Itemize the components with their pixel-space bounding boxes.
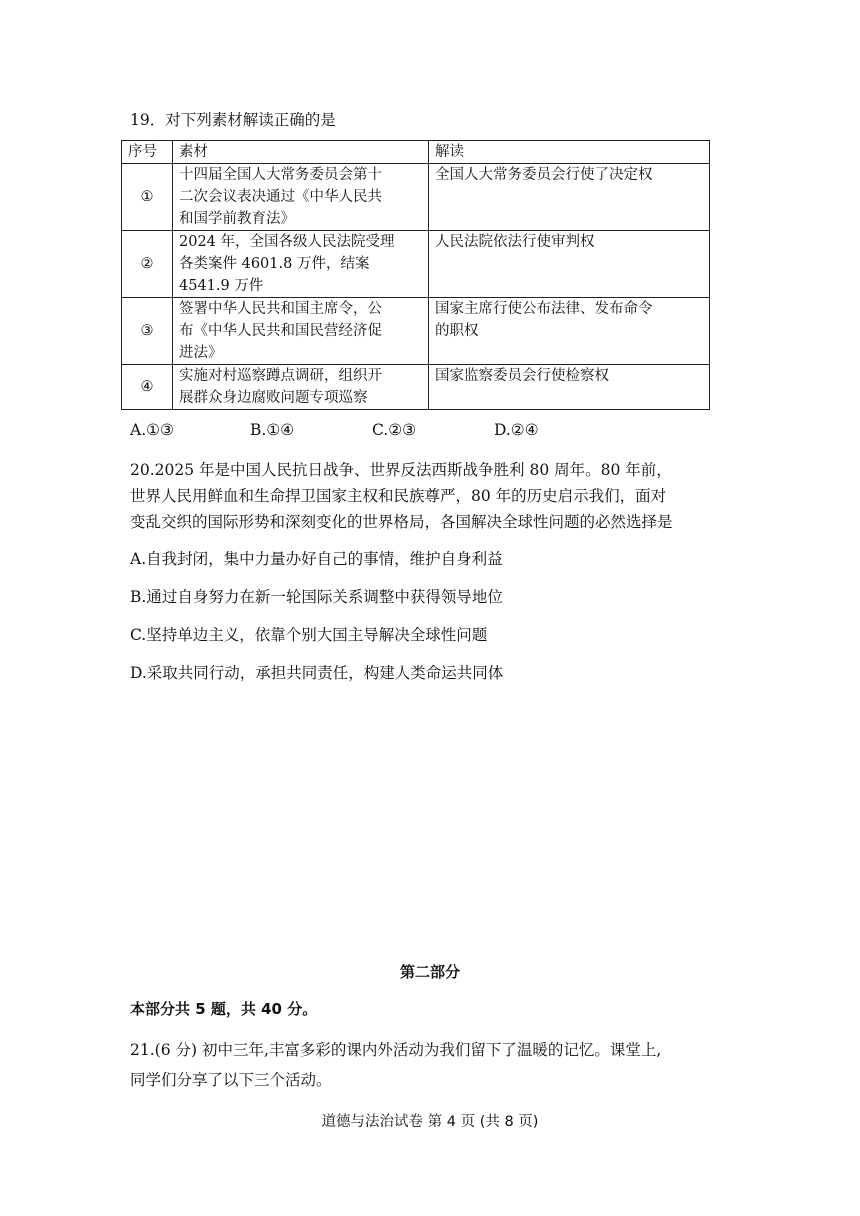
header-interpretation: 解读 [429,141,710,164]
material-line: 4541.9 万件 [179,278,264,294]
part2-title: 第二部分 [399,963,460,981]
material-line: 布《中华人民共和国民营经济促 [179,323,382,339]
q20-stem-line: 变乱交织的国际形势和深刻变化的世界格局，各国解决全球性问题的必然选择是 [130,513,673,531]
q21-text [130,1035,661,1095]
table-header-row [122,141,710,164]
material-line: 和国学前教育法》 [179,211,295,227]
part2-intro: 本部分共 5 题，共 40 分。 [130,1000,318,1018]
interpretation-line: 国家主席行使公布法律、发布命令 [435,301,653,317]
row-material [173,164,429,231]
interpretation-line: 人民法院依法行使审判权 [435,234,595,250]
q19-option-a: A.①③ [130,421,174,439]
row-interpretation [429,298,710,365]
row-interpretation [429,365,710,410]
material-line: 十四届全国人大常务委员会第十 [179,167,382,183]
row-material [173,365,429,410]
row-interpretation [429,164,710,231]
material-line: 实施对村巡察蹲点调研，组织开 [179,368,382,384]
table-row [122,365,710,410]
row-material [173,298,429,365]
interpretation-line: 的职权 [435,323,479,339]
material-line: 各类案件 4601.8 万件，结案 [179,256,370,272]
q20-option-a: A.自我封闭，集中力量办好自己的事情，维护自身利益 [130,550,503,568]
q20-option-c: C.坚持单边主义，依靠个别大国主导解决全球性问题 [130,626,488,644]
row-num: ② [122,231,173,298]
material-line: 2024 年，全国各级人民法院受理 [179,234,395,250]
table-row [122,298,710,365]
q20-stem-line: 20.2025 年是中国人民抗日战争、世界反法西斯战争胜利 80 周年。80 年前， [130,461,672,479]
header-num: 序号 [122,141,173,164]
header-material: 素材 [173,141,429,164]
row-num: ④ [122,365,173,410]
table-row [122,231,710,298]
q19-option-c: C.②③ [372,421,417,439]
row-num: ① [122,164,173,231]
row-material [173,231,429,298]
table-row [122,164,710,231]
interpretation-line: 国家监察委员会行使检察权 [435,368,609,384]
interpretation-line: 全国人大常务委员会行使了决定权 [435,167,653,183]
material-line: 二次会议表决通过《中华人民共 [179,189,382,205]
q19-options [130,421,539,439]
material-line: 签署中华人民共和国主席令，公 [179,301,382,317]
q19-option-d: D.②④ [494,421,539,439]
q21-line: 同学们分享了以下三个活动。 [130,1071,332,1089]
page-footer: 道德与法治试卷 第 4 页 (共 8 页) [321,1114,539,1130]
row-interpretation [429,231,710,298]
q20-option-d: D.采取共同行动，承担共同责任，构建人类命运共同体 [130,664,504,682]
material-line: 进法》 [179,345,223,361]
q20-stem-line: 世界人民用鲜血和生命捍卫国家主权和民族尊严，80 年的历史启示我们，面对 [130,487,667,505]
row-num: ③ [122,298,173,365]
material-line: 展群众身边腐败问题专项巡察 [179,390,368,406]
q20-stem [130,457,673,535]
q19-material-table [121,140,710,410]
q19-stem: 19．对下列素材解读正确的是 [130,111,336,129]
q20-option-b: B.通过自身努力在新一轮国际关系调整中获得领导地位 [130,588,503,606]
q19-option-b: B.①④ [250,421,295,439]
q21-line: 21.(6 分) 初中三年,丰富多彩的课内外活动为我们留下了温暖的记忆。课堂上, [130,1041,662,1059]
